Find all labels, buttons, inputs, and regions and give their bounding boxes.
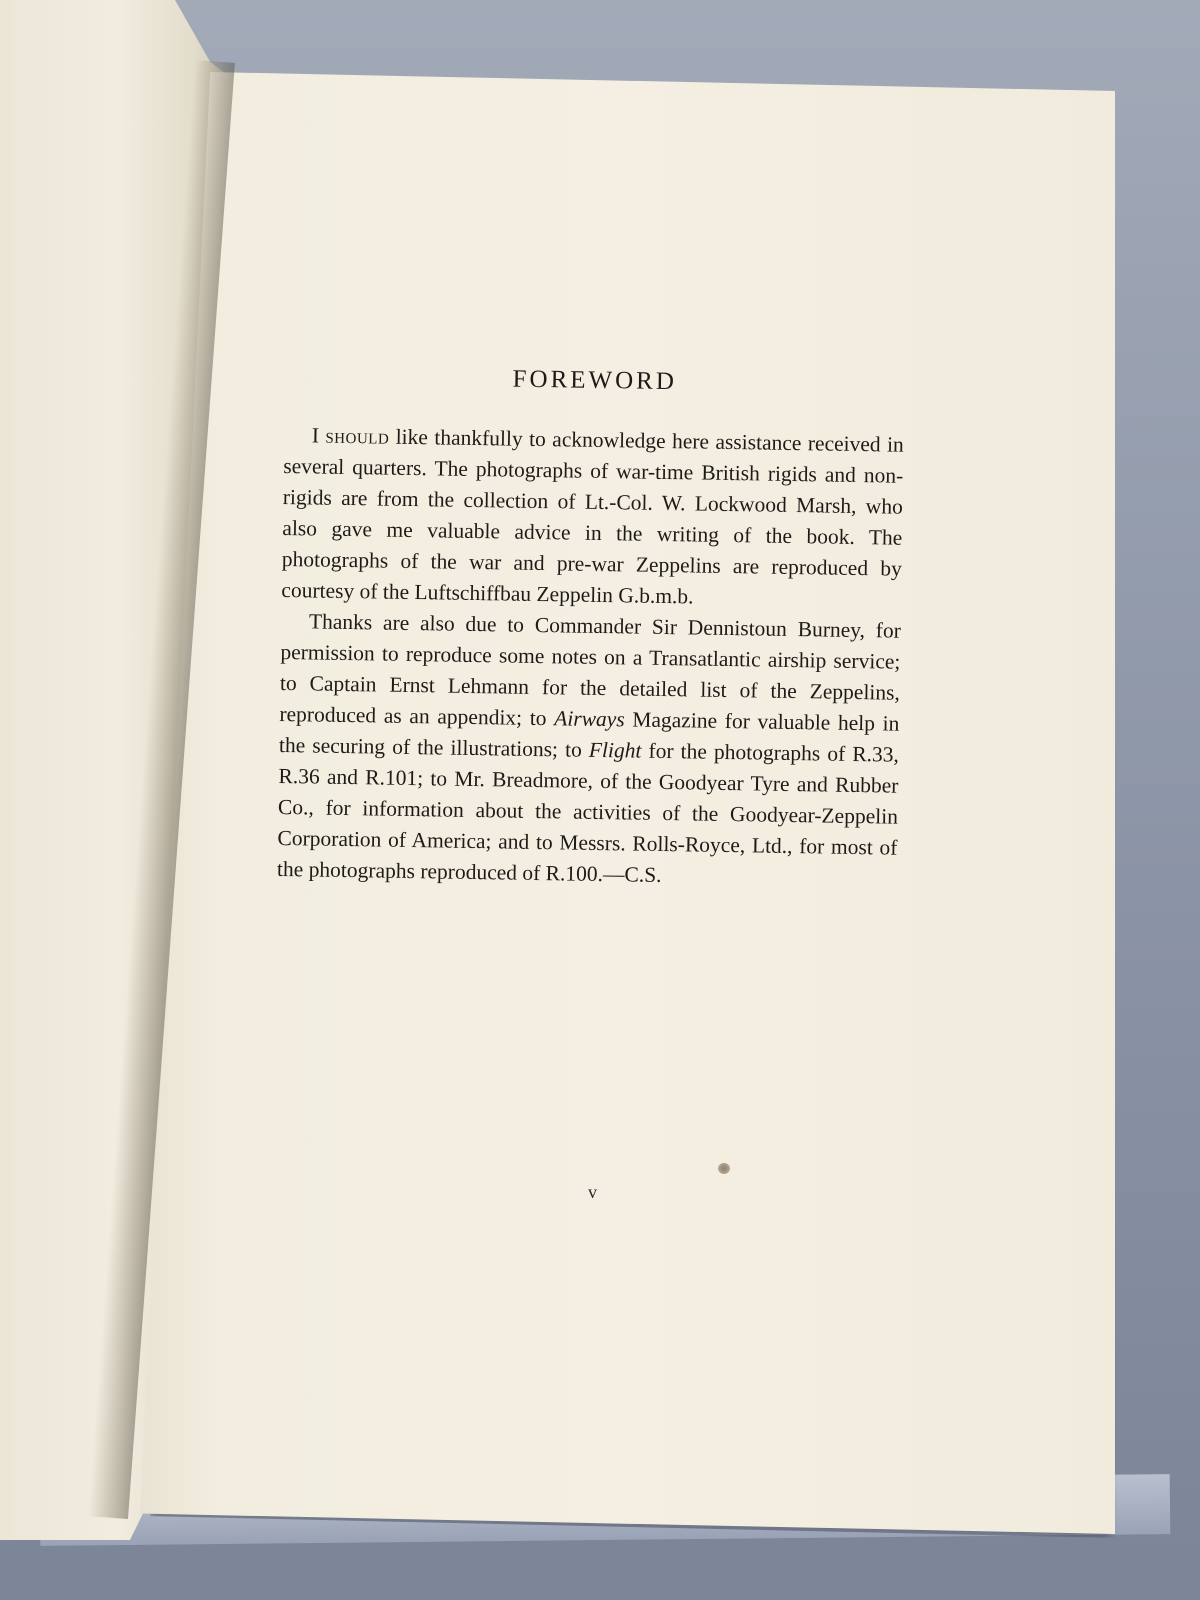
paragraph-2-text-c: for the photographs of R.33, R.36 and R.101; to Mr. Breadmore, of the Goodyear Tyre and Rubber Co., for information about the activities of the Goodyear-Zeppelin Corporation of America; and to Messrs. Rolls-Royce, Ltd., for most of the photographs reproduced of R.100.—C.S. <box>276 738 900 887</box>
foreword-paragraph-2 <box>277 606 901 895</box>
flight-magazine-title: Flight <box>588 737 642 763</box>
foreword-paragraph-1 <box>281 420 904 616</box>
foreword-text-block <box>277 362 905 895</box>
paragraph-1-text: like thankfully to acknowledge here assistance received in several quarters. The photographs of war-time British rigids and non-rigids are from the collection of Lt.-Col. W. Lockwood Marsh, who also gave me valuable advice in the writing of the book. The photographs of the war and pre-war Zeppelins are reproduced by courtesy of the Luftschiffbau Zeppelin G.b.m.b. <box>281 424 904 609</box>
airways-magazine-title: Airways <box>554 706 625 732</box>
small-caps-word: should <box>325 423 390 449</box>
paragraph-2-text-a: Thanks are also due to Commander Sir Dennistoun Burney, for permission to reproduce some notes on a Transatlantic airship service; to Captain Ernst Lehmann for the detailed list of the Zeppelins, reproduced as an appendix; to <box>279 609 902 731</box>
page-title: FOREWORD <box>512 365 678 396</box>
paragraph-2-text-b: Magazine for valuable help in the securing of the illustrations; to <box>278 707 900 762</box>
opening-word: I <box>311 423 320 448</box>
paper-foxing-spot <box>718 1163 730 1174</box>
page-number: v <box>588 1182 597 1202</box>
